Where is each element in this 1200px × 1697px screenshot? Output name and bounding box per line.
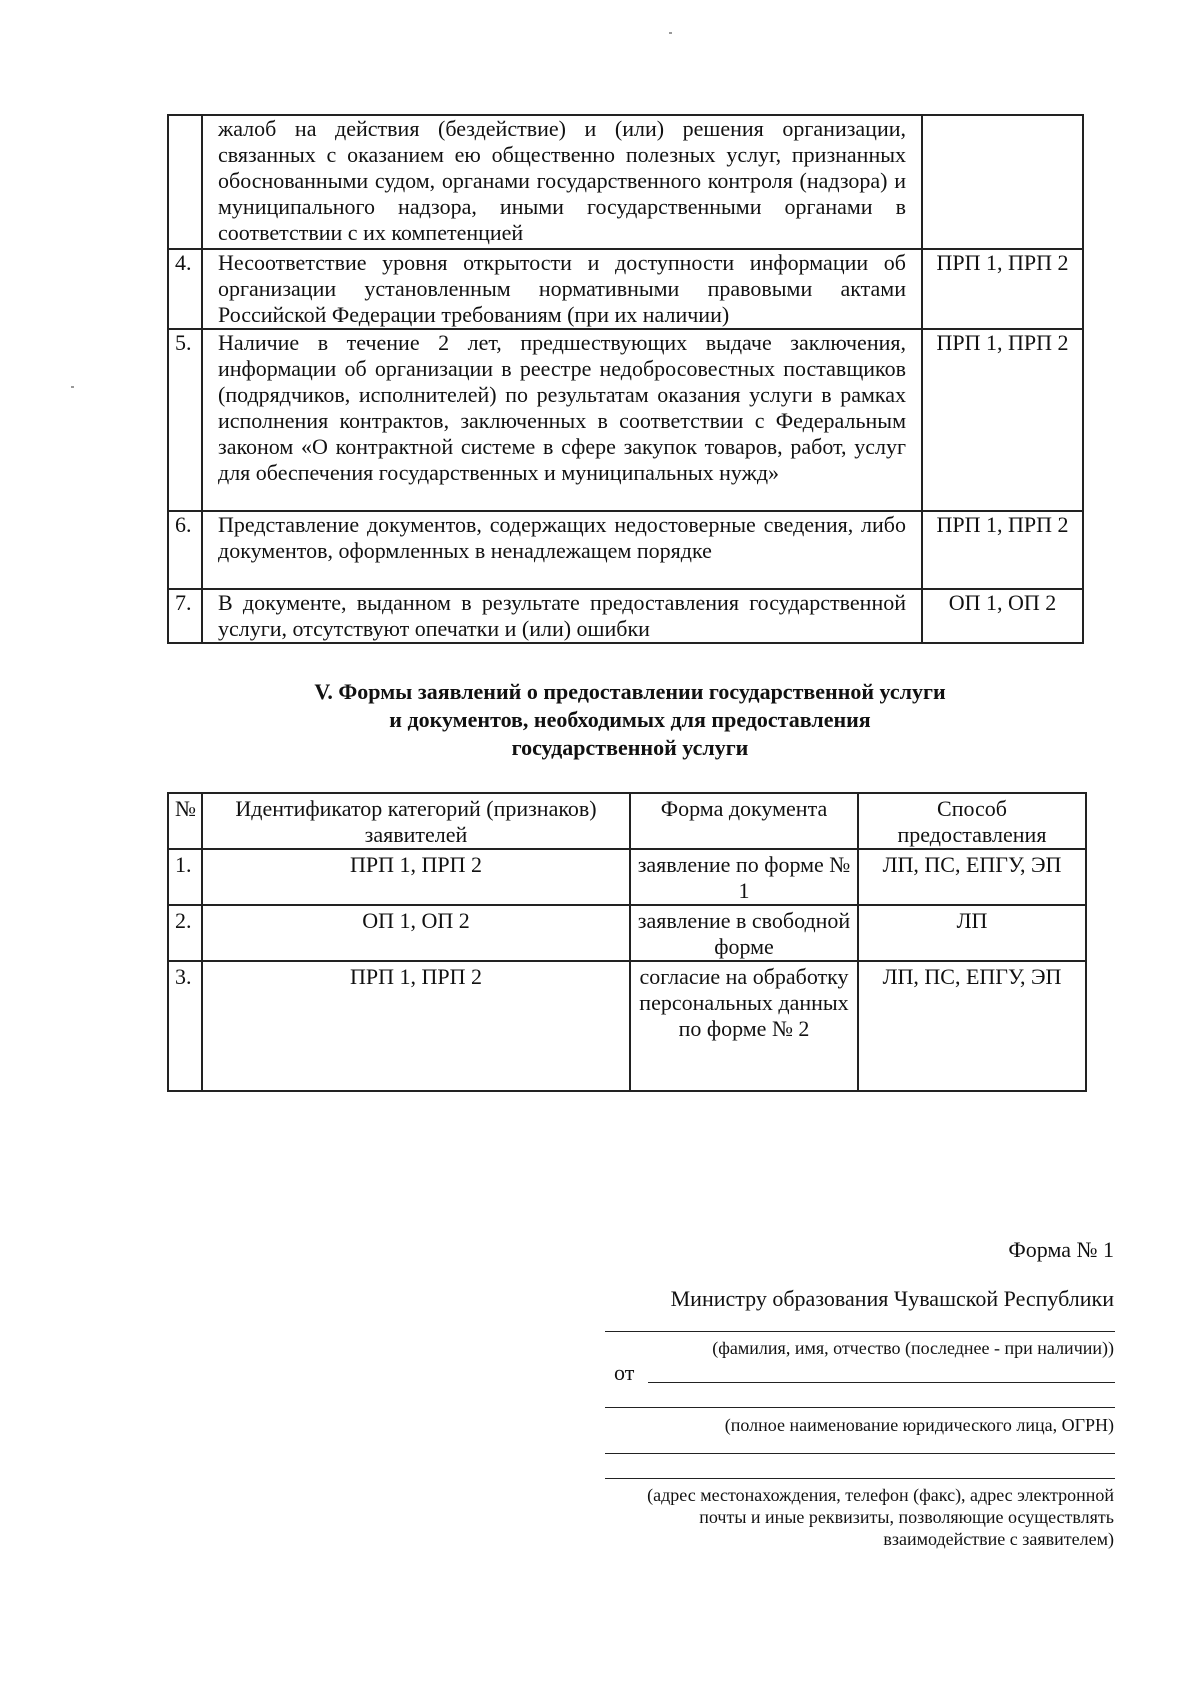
from-label: от [614, 1360, 635, 1385]
header-form: Форма документа [630, 793, 858, 849]
table-row [168, 115, 1083, 249]
row-number: 6. [168, 511, 202, 589]
row-form: заявление по форме № 1 [630, 849, 858, 905]
row-method: ЛП, ПС, ЕПГУ, ЭП [858, 849, 1086, 905]
row-code: ПРП 1, ПРП 2 [922, 249, 1083, 329]
table-row [168, 589, 1083, 643]
fio-line [605, 1331, 1115, 1332]
row-code: ПРП 1, ПРП 2 [922, 511, 1083, 589]
header-num: № [168, 793, 202, 849]
section-heading [200, 678, 1060, 762]
row-number: 1. [168, 849, 202, 905]
row-number: 4. [168, 249, 202, 329]
header-method: Способ предоставления [858, 793, 1086, 849]
table-row [168, 905, 1086, 961]
row-text: В документе, выданном в результате предоставления государственной услуги, отсутствуют опечатки и (или) ошибки [202, 589, 922, 643]
row-text: Наличие в течение 2 лет, предшествующих выдаче заключения, информации об организации в реестре недобросовестных поставщиков (подрядчиков, исполнителей) по результатам оказания услуги в рамках исполнения контрактов, заключенных в соответствии с Федеральным законом «О контрактной системе в сфере закупок товаров, работ, услуг для обеспечения государственных и муниципальных нужд» [202, 329, 922, 511]
grounds-table [167, 114, 1084, 644]
address-line [605, 1478, 1115, 1479]
row-number: 2. [168, 905, 202, 961]
row-identifier: ОП 1, ОП 2 [202, 905, 630, 961]
row-identifier: ПРП 1, ПРП 2 [202, 961, 630, 1091]
from-line [648, 1382, 1115, 1383]
row-code: ОП 1, ОП 2 [922, 589, 1083, 643]
fio-caption: (фамилия, имя, отчество (последнее - при наличии)) [712, 1338, 1114, 1358]
row-text: Несоответствие уровня открытости и доступности информации об организации установленным нормативными правовыми актами Российской Федерации требованиям (при их наличии) [202, 249, 922, 329]
row-number: 3. [168, 961, 202, 1091]
row-text: Представление документов, содержащих недостоверные сведения, либо документов, оформленных в ненадлежащем порядке [202, 511, 922, 589]
heading-line: государственной услуги [511, 735, 749, 760]
row-form: заявление в свободной форме [630, 905, 858, 961]
table-header-row [168, 793, 1086, 849]
row-code: ПРП 1, ПРП 2 [922, 329, 1083, 511]
table-row [168, 511, 1083, 589]
row-code [922, 115, 1083, 249]
table-row [168, 849, 1086, 905]
org-line [605, 1407, 1115, 1408]
address-caption: (адрес местонахождения, телефон (факс), адрес электронной почты и иные реквизиты, позволяющие осуществлять взаимодействие с заявителем) [647, 1485, 1114, 1549]
form-number: Форма № 1 [1008, 1237, 1114, 1262]
table-row [168, 961, 1086, 1091]
addressee: Министру образования Чувашской Республики [670, 1286, 1114, 1311]
row-number: 7. [168, 589, 202, 643]
heading-line: V. Формы заявлений о предоставлении государственной услуги [314, 679, 946, 704]
forms-table [167, 792, 1087, 1092]
row-identifier: ПРП 1, ПРП 2 [202, 849, 630, 905]
row-text: жалоб на действия (бездействие) и (или) решения организации, связанных с оказанием ею общественно полезных услуг, признанных обоснованными судом, органами государственного контроля (надзора) и муниципального надзора, иными государственными органами в соответствии с их компетенцией [202, 115, 922, 249]
row-method: ЛП, ПС, ЕПГУ, ЭП [858, 961, 1086, 1091]
row-form: согласие на обработку персональных данных по форме № 2 [630, 961, 858, 1091]
org-caption: (полное наименование юридического лица, ОГРН) [724, 1415, 1114, 1435]
row-method: ЛП [858, 905, 1086, 961]
heading-line: и документов, необходимых для предоставления [389, 707, 871, 732]
header-identifier: Идентификатор категорий (признаков) заявителей [202, 793, 630, 849]
row-number [168, 115, 202, 249]
row-number: 5. [168, 329, 202, 511]
table-row [168, 249, 1083, 329]
scan-speck [669, 32, 672, 34]
org-line-2 [605, 1453, 1115, 1454]
scan-speck [71, 386, 74, 388]
table-row [168, 329, 1083, 511]
